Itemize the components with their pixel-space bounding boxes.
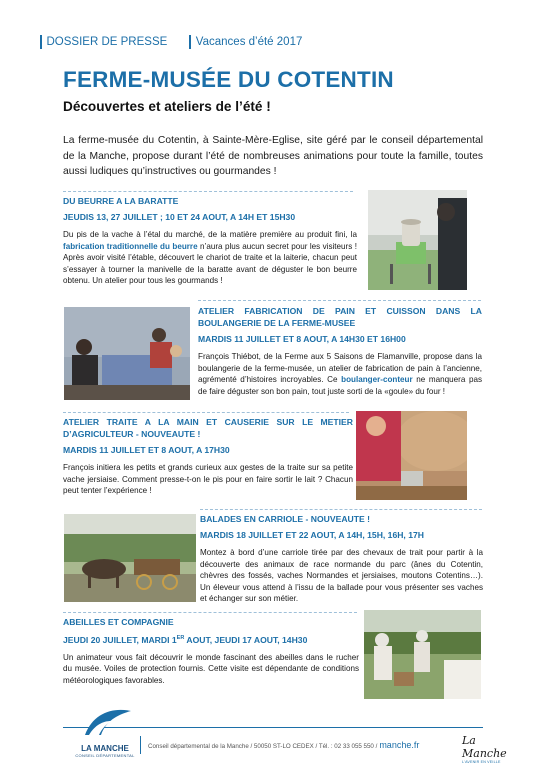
section-divider [63,412,349,413]
section-date: JEUDI 20 JUILLET, MARDI 1ER AOUT, JEUDI 17 AOUT, 14H30 [63,634,308,645]
beekeeping-photo [364,610,481,699]
section-body: François initiera les petits et grands curieux aux gestes de la traite sur sa petite vache jersiaise. Comment presse-t-on le pis pour en faire sortir le lait ? Chacun peut tenter l’expérience ! [63,463,353,496]
section-divider [198,300,481,301]
section-title: DU BEURRE A LA BARATTE [63,196,179,206]
butter-churn-photo [368,190,467,290]
brand-signature: La Manche L'AVENIR EN VEILLE [462,734,507,764]
website-link[interactable]: manche.fr [379,740,420,750]
section-divider [200,509,482,510]
section-title: ABEILLES ET COMPAGNIE [63,617,174,627]
section-title: ATELIER TRAITE A LA MAIN ET CAUSERIE SUR LE METIER D’AGRICULTEUR - NOUVEAUTE ! [63,417,353,439]
la-manche-emblem-icon [75,705,135,739]
header-period: Vacances d’été 2017 [189,35,302,49]
page-title: FERME-MUSÉE DU COTENTIN [63,67,394,92]
section-beurre [63,195,357,287]
section-date: MARDIS 18 JUILLET ET 22 AOUT, A 14H, 15H, 16H, 17H [200,530,424,540]
bread-workshop-photo [64,307,190,400]
header-doc-type: DOSSIER DE PRESSE [40,35,167,49]
section-body: Du pis de la vache à l’étal du marché, de la matière première au produit fini, la fabrication traditionnelle du beurre n’aura plus aucun secret pour les visiteurs ! Après avoir visité l’étable, découvert le chariot de traite et la laiterie, chacun peut s’essayer à tourner la manivelle de la baratte avant de déguster le bon beurre obtenu. Un atelier pour tous les gourmands ! [63,230,357,286]
section-divider [63,191,353,192]
intro-paragraph: La ferme-musée du Cotentin, à Sainte-Mère-Eglise, site géré par le conseil départemental de la Manche, propose durant l’été de nombreuses animations pour toute la famille, toutes aussi ludiques qu’instructives ou gourmandes ! [63,135,483,177]
hand-milking-photo [356,411,467,500]
page-subtitle: Découvertes et ateliers de l’été ! [63,99,271,114]
la-manche-logo: LA MANCHE CONSEIL DÉPARTEMENTAL [75,705,135,760]
footer-contact: Conseil départemental de la Manche / 50050 ST-LO CEDEX / Tél. : 02 33 055 550 / manche.fr [148,740,420,750]
section-body: Montez à bord d’une carriole tirée par des chevaux de trait pour partir à la découverte des animaux de race normande du parc (ânes du Cotentin, chèvres des fossés, vaches Normandes et jersiaises, moutons Cotentins…). Un éleveur vous attend à l’issu de la ballade pour vous présenter ses vaches et échanger sur son métier. [200,548,483,604]
cart-ride-photo [64,514,196,602]
section-body: Un animateur vous fait découvrir le monde fascinant des abeilles dans le rucher du musée. Voiles de protection fournis. Cette visite est dépendante de conditions météorologiques favorables. [63,652,359,686]
section-date: MARDIS 11 JUILLET ET 8 AOUT, A 14H30 ET 16H00 [198,334,406,344]
section-traite [63,416,353,497]
section-date: MARDIS 11 JUILLET ET 8 AOUT, A 17H30 [63,445,230,455]
section-carriole [200,513,483,605]
section-abeilles [63,616,359,687]
section-pain [198,305,482,397]
section-title: BALADES EN CARRIOLE - NOUVEAUTE ! [200,514,370,524]
section-divider [63,612,357,613]
footer-separator [140,736,141,754]
section-date: JEUDIS 13, 27 JUILLET ; 10 ET 24 AOUT, A 14H ET 15H30 [63,212,296,222]
section-body: François Thiébot, de la Ferme aux 5 Saisons de Flamanville, propose dans la boulangerie de la ferme-musée, un atelier de fabrication de pain à l’ancienne, agrémenté d’histoires incroyables. Ce boulanger-conteur ne manquera pas de faire déguster son bon pain, tout juste sorti de la «goule» du four ! [198,352,482,396]
press-header [40,31,302,53]
section-title: ATELIER FABRICATION DE PAIN ET CUISSON DANS LA BOULANGERIE DE LA FERME-MUSEE [198,306,482,328]
